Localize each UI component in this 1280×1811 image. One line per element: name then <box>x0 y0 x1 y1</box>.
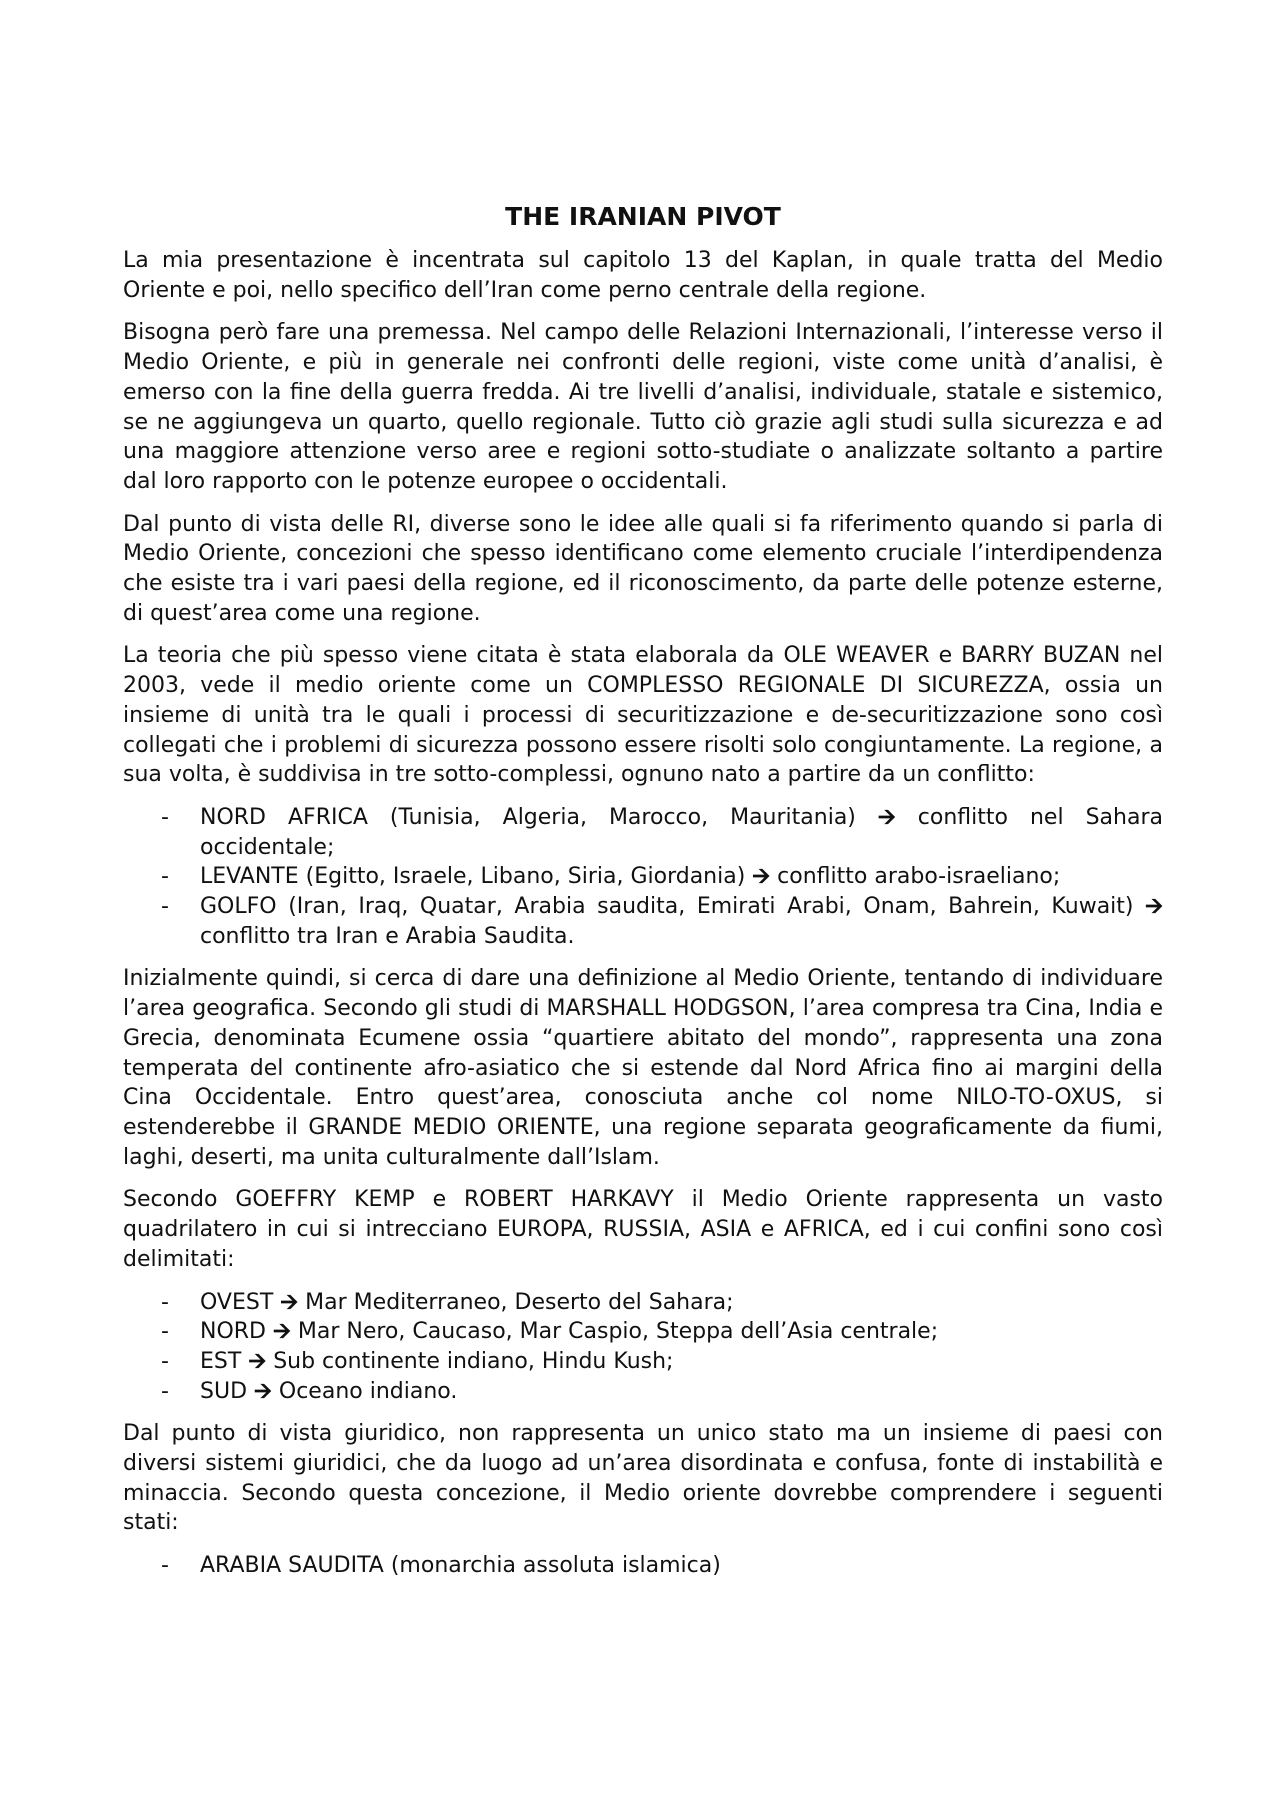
list-item-tail: conflitto arabo-israeliano; <box>777 864 1061 890</box>
paragraph-kemp-harkavy: Secondo GOEFFRY KEMP e ROBERT HARKAVY il Medio Oriente rappresenta un vasto quadrilatero in cui si intrecciano EUROPA, RUSSIA, ASIA e AFRICA, ed i cui confini sono così delimitati: <box>123 1187 1163 1272</box>
list-item <box>123 1317 1163 1347</box>
arrow-right-icon: 🡪 <box>877 804 896 830</box>
list-item <box>123 1551 1163 1581</box>
list-item-label: EST <box>200 1348 242 1374</box>
list-item <box>123 1347 1163 1377</box>
list-item-label: NORD AFRICA (Tunisia, Algeria, Marocco, Mauritania) <box>200 804 856 830</box>
paragraph-premise: Bisogna però fare una premessa. Nel campo delle Relazioni Internazionali, l’interesse verso il Medio Oriente, e più in generale nei confronti delle regioni, viste come unità d’analisi, è emerso con la fine della guerra fredda. Ai tre livelli d’analisi, individuale, statale e sistemico, se ne aggiungeva un quarto, quello regionale. Tutto ciò grazie agli studi sulla sicurezza e ad una maggiore attenzione verso aree e regioni sotto-studiate o analizzate soltanto a partire dal loro rapporto con le potenze europee o occidentali. <box>123 320 1163 494</box>
borders-list <box>123 1288 1163 1407</box>
paragraph-ri-view: Dal punto di vista delle RI, diverse sono le idee alle quali si fa riferimento quando si parla di Medio Oriente, concezioni che spesso identificano come elemento cruciale l’interdipendenza che esiste tra i vari paesi della regione, ed il riconoscimento, da parte delle potenze esterne, di quest’area come una regione. <box>123 511 1163 626</box>
list-item <box>123 1288 1163 1318</box>
list-dash: - <box>161 1378 169 1404</box>
list-dash: - <box>161 1289 169 1315</box>
list-item <box>123 1377 1163 1407</box>
list-item <box>123 892 1163 951</box>
list-dash: - <box>161 804 169 830</box>
paragraph-hodgson: Inizialmente quindi, si cerca di dare una definizione al Medio Oriente, tentando di individuare l’area geografica. Secondo gli studi di MARSHALL HODGSON, l’area compresa tra Cina, India e Grecia, denominata Ecumene ossia “quartiere abitato del mondo”, rappresenta una zona temperata del continente afro-asiatico che si estende dal Nord Africa fino ai margini della Cina Occidentale. Entro quest’area, conosciuta anche col nome NILO-TO-OXUS, si estenderebbe il GRANDE MEDIO ORIENTE, una regione separata geograficamente da fiumi, laghi, deserti, ma unita culturalmente dall’Islam. <box>123 966 1163 1170</box>
list-item-tail: conflitto tra Iran e Arabia Saudita. <box>200 923 575 949</box>
list-item-tail: conflitto nel Sahara occidentale; <box>200 804 1163 860</box>
list-item-label: OVEST <box>200 1289 274 1315</box>
list-item-label: NORD <box>200 1319 266 1345</box>
arrow-right-icon: 🡪 <box>1145 894 1163 920</box>
list-item-tail: Mar Nero, Caucaso, Mar Caspio, Steppa dell’Asia centrale; <box>297 1319 939 1345</box>
list-item-tail: Mar Mediterraneo, Deserto del Sahara; <box>305 1289 734 1315</box>
arrow-right-icon: 🡪 <box>248 1348 267 1374</box>
list-item-label: LEVANTE (Egitto, Israele, Libano, Siria, Giordania) <box>200 864 746 890</box>
paragraph-security-complex: La teoria che più spesso viene citata è stata elaborala da OLE WEAVER e BARRY BUZAN nel 2003, vede il medio oriente come un COMPLESSO REGIONALE DI SICUREZZA, ossia un insieme di unità tra le quali i processi di securitizzazione e de-securitizzazione sono così collegati che i problemi di sicurezza possono essere risolti solo congiuntamente. La regione, a sua volta, è suddivisa in tre sotto-complessi, ognuno nato a partire da un conflitto: <box>123 643 1163 788</box>
list-dash: - <box>161 1348 169 1374</box>
list-dash: - <box>161 864 169 890</box>
arrow-right-icon: 🡪 <box>280 1289 299 1315</box>
list-dash: - <box>161 1553 169 1579</box>
list-item-tail: Oceano indiano. <box>278 1378 458 1404</box>
list-item <box>123 862 1163 892</box>
list-item <box>123 803 1163 862</box>
list-item-label: GOLFO (Iran, Iraq, Quatar, Arabia saudita, Emirati Arabi, Onam, Bahrein, Kuwait) <box>200 894 1134 920</box>
document-page <box>123 200 1163 1594</box>
paragraph-legal-view: Dal punto di vista giuridico, non rappresenta un unico stato ma un insieme di paesi con diversi sistemi giuridici, che da luogo ad un’area disordinata e confusa, fonte di instabilità e minaccia. Secondo questa concezione, il Medio oriente dovrebbe comprendere i seguenti stati: <box>123 1421 1163 1536</box>
arrow-right-icon: 🡪 <box>752 864 771 890</box>
subcomplex-list <box>123 803 1163 952</box>
list-item-label: ARABIA SAUDITA (monarchia assoluta islamica) <box>200 1553 721 1579</box>
list-dash: - <box>161 894 169 920</box>
states-list <box>123 1551 1163 1581</box>
list-item-tail: Sub continente indiano, Hindu Kush; <box>273 1348 674 1374</box>
document-title: THE IRANIAN PIVOT <box>505 202 781 231</box>
paragraph-intro: La mia presentazione è incentrata sul capitolo 13 del Kaplan, in quale tratta del Medio Oriente e poi, nello specifico dell’Iran come perno centrale della regione. <box>123 248 1163 303</box>
list-item-label: SUD <box>200 1378 248 1404</box>
arrow-right-icon: 🡪 <box>273 1319 291 1345</box>
list-dash: - <box>161 1319 169 1345</box>
arrow-right-icon: 🡪 <box>254 1378 272 1404</box>
